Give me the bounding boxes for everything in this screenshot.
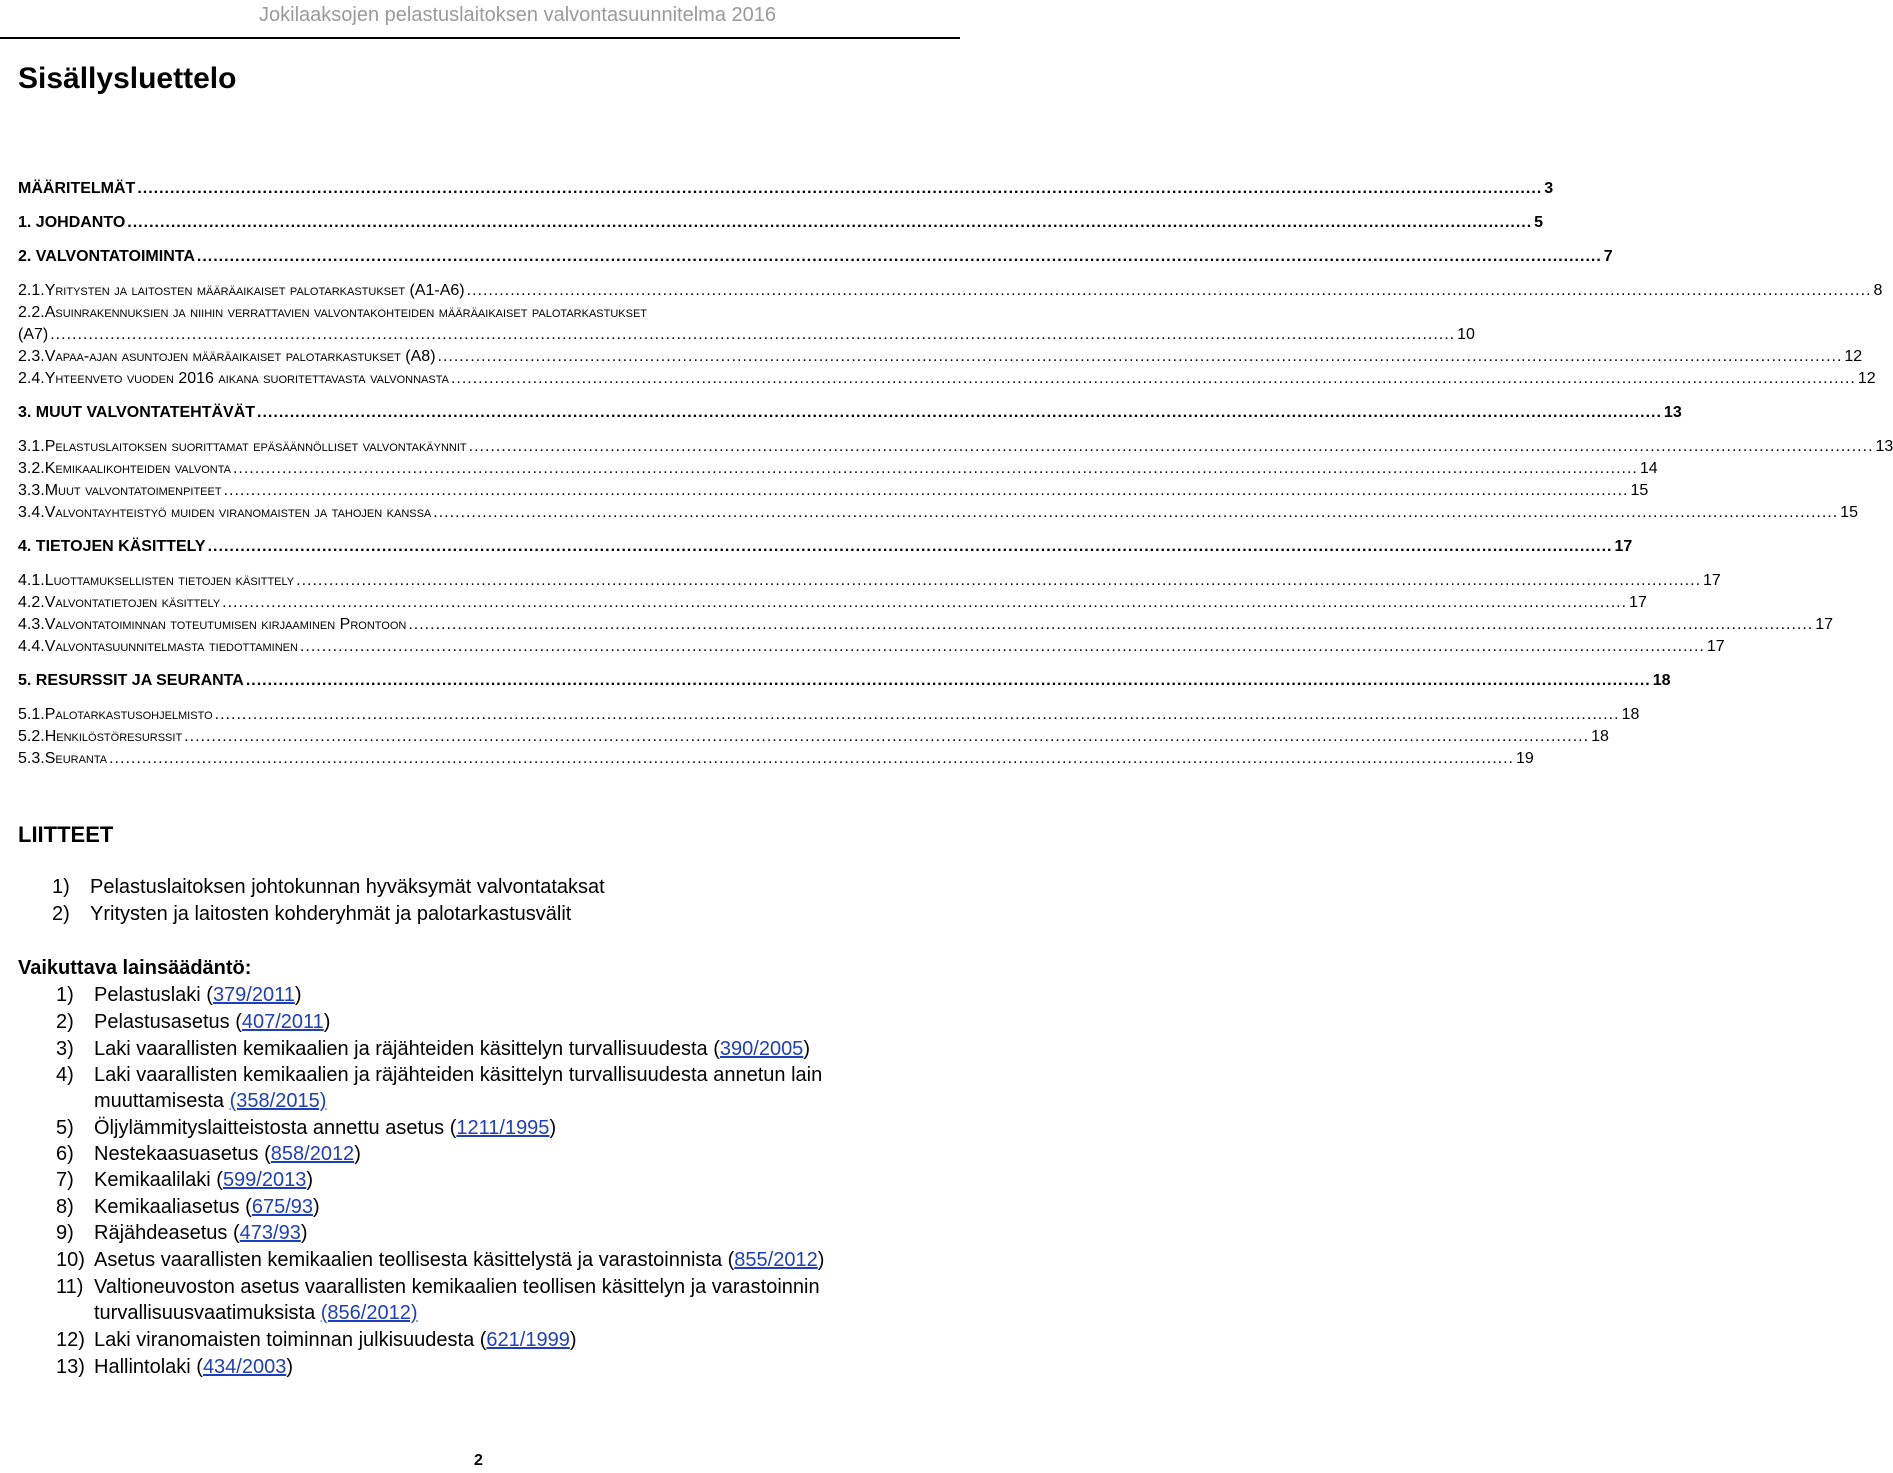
law-text-end: ) (300, 1222, 308, 1244)
toc-entry[interactable] (18, 404, 1682, 422)
toc-entry-title: Yritysten ja laitosten määräaikaiset palotarkastukset (A1-A6) (44, 282, 465, 299)
toc-entry-number: 5. RESURSSIT JA SEURANTA (18, 672, 244, 689)
toc-heading: Sisällysluettelo (18, 62, 237, 95)
toc-entry[interactable] (18, 538, 1633, 556)
law-link[interactable]: 675/93 (251, 1196, 314, 1218)
toc-entry[interactable] (18, 438, 1893, 456)
law-item (56, 1011, 330, 1034)
toc-entry-number: 2.2. (18, 304, 45, 321)
toc-entry[interactable] (18, 728, 1609, 746)
toc-entry-title: (A7) (18, 326, 49, 343)
toc-leader-dots (257, 404, 1662, 422)
toc-entry[interactable] (18, 750, 1534, 768)
toc-leader-dots (408, 616, 1813, 634)
toc-entry-title: Kemikaalikohteiden valvonta (44, 460, 231, 477)
appendix-text: Pelastuslaitoksen johtokunnan hyväksymät valvontataksat (90, 876, 605, 898)
law-number: 3) (56, 1038, 74, 1060)
toc-entry[interactable] (18, 326, 1475, 344)
toc-page-number: 18 (1591, 728, 1609, 745)
toc-leader-dots (137, 180, 1542, 198)
law-text: Laki viranomaisten toiminnan julkisuudesta ( (94, 1329, 487, 1351)
law-text: Pelastusasetus ( (94, 1011, 242, 1033)
law-text: Öljylämmityslaitteistosta annettu asetus ( (94, 1117, 457, 1139)
toc-entry-title: Asuinrakennuksien ja niihin verrattavien valvontakohteiden määräaikaiset palotarkastukset (44, 304, 648, 321)
law-item (56, 1038, 810, 1061)
law-text: Asetus vaarallisten kemikaalien teollisesta käsittelystä ja varastoinnista ( (94, 1249, 735, 1271)
toc-entry[interactable] (18, 572, 1721, 590)
law-text: Hallintolaki ( (94, 1356, 203, 1378)
law-text: Laki vaarallisten kemikaalien ja räjähteiden käsittelyn turvallisuudesta annetun lain (94, 1064, 823, 1086)
toc-leader-dots (127, 214, 1532, 232)
law-number: 1) (56, 984, 74, 1006)
law-link[interactable]: 1211/1995 (456, 1117, 550, 1139)
law-number: 4) (56, 1064, 74, 1086)
toc-entry[interactable] (18, 460, 1658, 478)
toc-page-number: 5 (1534, 214, 1544, 231)
toc-page-number: 7 (1603, 248, 1613, 265)
toc-page-number: 13 (1875, 438, 1893, 455)
toc-entry[interactable] (18, 370, 1876, 388)
law-text-end: ) (817, 1249, 825, 1271)
law-link[interactable]: 473/93 (239, 1222, 301, 1244)
page-number: 2 (474, 1452, 483, 1469)
law-link[interactable]: (856/2012) (320, 1302, 418, 1324)
toc-entry-title: Seuranta (44, 750, 108, 767)
law-item (56, 1117, 556, 1140)
appendix-number: 1) (52, 876, 70, 898)
toc-entry-title: Luottamuksellisten tietojen käsittely (44, 572, 295, 589)
document-title: Jokilaaksojen pelastuslaitoksen valvontasuunnitelma 2016 (259, 4, 776, 26)
toc-page-number: 17 (1815, 616, 1834, 633)
law-link[interactable]: 855/2012 (734, 1249, 818, 1271)
toc-page-number: 14 (1639, 460, 1658, 477)
law-number: 8) (56, 1196, 74, 1218)
toc-leader-dots (296, 572, 1701, 590)
toc-page-number: 15 (1630, 482, 1649, 499)
toc-entry[interactable] (18, 638, 1725, 656)
toc-leader-dots (222, 594, 1627, 612)
toc-leader-dots (233, 460, 1638, 478)
toc-entry-number: 3.1. (18, 438, 45, 455)
toc-page-number: 12 (1857, 370, 1876, 387)
appendix-text: Yritysten ja laitosten kohderyhmät ja palotarkastusvälit (90, 903, 572, 925)
toc-page-number: 18 (1652, 672, 1671, 689)
toc-page-number: 17 (1629, 594, 1647, 611)
toc-entry-title: Vapaa-ajan asuntojen määräaikaiset palotarkastukset (A8) (44, 348, 436, 365)
toc-entry[interactable] (18, 672, 1671, 690)
law-item (56, 1249, 824, 1272)
toc-entry-title: Henkilöstöresurssit (44, 728, 183, 745)
toc-entry-number: 4.1. (18, 572, 45, 589)
law-text: Pelastuslaki ( (94, 984, 213, 1006)
toc-leader-dots (467, 282, 1872, 300)
law-text: Nestekaasuasetus ( (94, 1143, 271, 1165)
toc-page-number: 17 (1614, 538, 1633, 555)
toc-leader-dots (224, 482, 1629, 500)
law-text-end: ) (286, 1356, 294, 1378)
toc-leader-dots (451, 370, 1856, 388)
law-text: Valtioneuvoston asetus vaarallisten kemikaalien teollisen käsittelyn ja varastoinnin (94, 1276, 820, 1298)
toc-page-number: 17 (1703, 572, 1721, 589)
law-text: Kemikaaliasetus ( (94, 1196, 252, 1218)
law-text: Laki vaarallisten kemikaalien ja räjähteiden käsittelyn turvallisuudesta ( (94, 1038, 720, 1060)
toc-entry[interactable] (18, 482, 1649, 500)
toc-entry[interactable] (18, 180, 1554, 198)
toc-page-number: 3 (1544, 180, 1554, 197)
toc-entry-number: 3. MUUT VALVONTATEHTÄVÄT (18, 404, 256, 421)
law-number: 6) (56, 1143, 74, 1165)
law-number: 7) (56, 1169, 74, 1191)
toc-entry-title: Muut valvontatoimenpiteet (44, 482, 222, 499)
law-text-end: ) (549, 1117, 557, 1139)
law-link[interactable]: 379/2011 (212, 984, 295, 1006)
toc-leader-dots (50, 326, 1455, 344)
law-item (56, 984, 302, 1007)
toc-entry[interactable] (18, 214, 1544, 232)
law-text: muuttamisesta (94, 1090, 230, 1112)
law-number: 13) (56, 1356, 85, 1378)
toc-entry-number: 5.3. (18, 750, 45, 767)
toc-entry-number: 4.2. (18, 594, 45, 611)
law-link[interactable]: (358/2015) (229, 1090, 327, 1112)
law-link[interactable]: 434/2003 (202, 1356, 287, 1378)
law-number: 5) (56, 1117, 74, 1139)
toc-entry-number: MÄÄRITELMÄT (18, 180, 136, 197)
toc-page-number: 19 (1516, 750, 1534, 767)
toc-page-number: 17 (1706, 638, 1725, 655)
law-number: 10) (56, 1249, 85, 1271)
law-item-continuation (94, 1302, 418, 1325)
law-text: Kemikaalilaki ( (94, 1169, 223, 1191)
toc-entry-title: Pelastuslaitoksen suorittamat epäsäännölliset valvontakäynnit (44, 438, 467, 455)
toc-entry[interactable] (18, 248, 1613, 266)
toc-entry[interactable] (18, 348, 1863, 366)
toc-entry-number: 4.4. (18, 638, 45, 655)
toc-page-number: 10 (1457, 326, 1475, 343)
legislation-title: Vaikuttava lainsäädäntö: (18, 957, 252, 979)
toc-entry-title: Valvontayhteistyö muiden viranomaisten ja tahojen kanssa (44, 504, 432, 521)
toc-entry[interactable] (18, 504, 1858, 522)
toc-entry-title: Valvontasuunnitelmasta tiedottaminen (44, 638, 298, 655)
law-item (56, 1064, 822, 1087)
law-number: 9) (56, 1222, 74, 1244)
toc-page-number: 8 (1873, 282, 1883, 299)
toc-entry-title: Palotarkastusohjelmisto (44, 706, 213, 723)
toc-leader-dots (197, 248, 1602, 266)
law-number: 11) (56, 1276, 84, 1298)
toc-leader-dots (246, 672, 1651, 690)
toc-leader-dots (438, 348, 1843, 366)
law-link[interactable]: 390/2005 (719, 1038, 804, 1060)
law-link[interactable]: 858/2012 (270, 1143, 355, 1165)
toc-entry[interactable] (18, 594, 1647, 612)
appendix-item (52, 903, 571, 926)
toc-entry-number: 2.3. (18, 348, 45, 365)
appendix-item (52, 876, 605, 899)
toc-entry-number: 5.2. (18, 728, 45, 745)
law-text-end: ) (569, 1329, 577, 1351)
law-item-continuation (94, 1090, 326, 1113)
toc-leader-dots (109, 750, 1514, 768)
toc-entry-number: 2.1. (18, 282, 45, 299)
toc-entry-title: Yhteenveto vuoden 2016 aikana suoritettavasta valvonnasta (44, 370, 449, 387)
toc-entry-number: 2. VALVONTATOIMINTA (18, 248, 195, 265)
toc-page-number: 12 (1844, 348, 1863, 365)
law-text-end: ) (313, 1196, 320, 1218)
toc-entry-number: 3.4. (18, 504, 45, 521)
law-link[interactable]: 407/2011 (241, 1011, 324, 1033)
toc-entry-number: 3.2. (18, 460, 45, 477)
law-item (56, 1276, 820, 1299)
appendix-number: 2) (52, 903, 70, 925)
law-item (56, 1169, 313, 1192)
law-text-end: ) (354, 1143, 361, 1165)
law-item (56, 1329, 577, 1352)
toc-entry-number: 1. JOHDANTO (18, 214, 126, 231)
page-header (0, 0, 960, 39)
law-text-end: ) (803, 1038, 810, 1060)
toc-entry-title: Valvontatoiminnan toteutumisen kirjaaminen Prontoon (44, 616, 407, 633)
toc-entry[interactable] (18, 282, 1883, 300)
toc-entry[interactable] (18, 616, 1834, 634)
toc-entry-number: 5.1. (18, 706, 45, 723)
law-item (56, 1196, 320, 1219)
law-text-end: ) (294, 984, 302, 1006)
law-text: Räjähdeasetus ( (94, 1222, 240, 1244)
appendices-title: LIITTEET (18, 822, 114, 847)
law-text: turvallisuusvaatimuksista (94, 1302, 321, 1324)
law-item (56, 1356, 293, 1379)
toc-entry-number: 3.3. (18, 482, 45, 499)
toc-page-number: 13 (1663, 404, 1682, 421)
law-number: 2) (56, 1011, 74, 1033)
law-text-end: ) (306, 1169, 314, 1191)
law-item (56, 1143, 361, 1166)
law-link[interactable]: 621/1999 (486, 1329, 570, 1351)
law-item (56, 1222, 308, 1245)
toc-leader-dots (215, 706, 1620, 724)
toc-page-number: 18 (1621, 706, 1640, 723)
toc-leader-dots (208, 538, 1613, 556)
toc-leader-dots (184, 728, 1589, 746)
law-number: 12) (56, 1329, 85, 1351)
toc-entry[interactable] (18, 304, 942, 322)
law-link[interactable]: 599/2013 (222, 1169, 307, 1191)
toc-leader-dots (433, 504, 1838, 522)
toc-entry[interactable] (18, 706, 1640, 724)
toc-entry-title: Valvontatietojen käsittely (44, 594, 221, 611)
toc-entry-number: 4.3. (18, 616, 45, 633)
toc-entry-number: 4. TIETOJEN KÄSITTELY (18, 538, 206, 555)
toc-entry-number: 2.4. (18, 370, 45, 387)
toc-page-number: 15 (1840, 504, 1858, 521)
toc-leader-dots (469, 438, 1874, 456)
toc-leader-dots (300, 638, 1705, 656)
law-text-end: ) (323, 1011, 331, 1033)
